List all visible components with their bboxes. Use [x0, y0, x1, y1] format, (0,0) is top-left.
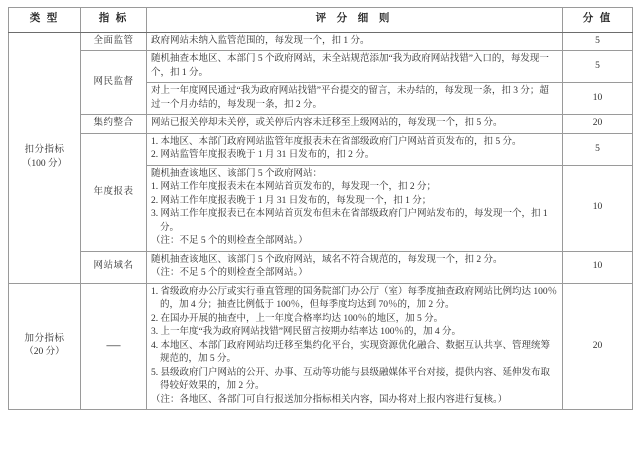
- indicator-cell: 集约整合: [81, 115, 147, 133]
- rule-line: 5. 县级政府门户网站的公开、办事、互动等功能与县级融媒体平台对接，提供内容、延伸发布取得较好效果的，加 2 分。: [151, 367, 551, 392]
- indicator-cell: 年度报表: [81, 133, 147, 251]
- table-header: [9, 8, 633, 33]
- indicator-cell-dash: —: [81, 283, 147, 409]
- table-row: [9, 133, 633, 165]
- table-row: [9, 115, 633, 133]
- type-cell-deduction: [9, 32, 81, 283]
- column-header-rule: 评 分 细 则: [147, 8, 563, 33]
- rule-cell: [147, 115, 563, 133]
- column-header-score: 分 值: [563, 8, 633, 33]
- table-row: [9, 251, 633, 283]
- indicator-cell: 网民监督: [81, 51, 147, 115]
- score-cell: 5: [563, 133, 633, 165]
- rule-cell: [147, 83, 563, 115]
- table-row: [9, 51, 633, 83]
- score-cell: 10: [563, 83, 633, 115]
- rule-note: （注：各地区、各部门可自行报送加分指标相关内容，国办将对上报内容进行复核。）: [151, 394, 508, 405]
- rule-cell: [147, 51, 563, 83]
- rule-line: 网站已报关停却未关停，或关停后内容未迁移至上级网站的，每发现一个，扣 5 分。: [151, 118, 503, 129]
- table-row: [9, 283, 633, 409]
- indicator-cell: 全面监管: [81, 32, 147, 50]
- rule-line: 3. 上一年度“我为政府网站找错”网民留言按期办结率达 100％的，加 4 分。: [151, 327, 462, 338]
- rule-line: 随机抽查本地区、本部门 5 个政府网站，未全站规范添加“我为政府网站找错”入口的，每发现一个，扣 1 分。: [151, 54, 549, 78]
- rule-cell: [147, 133, 563, 165]
- type-label: 加分指标: [24, 333, 65, 344]
- rule-line: 4. 本地区、本部门政府网站均迁移至集约化平台，实现资源优化融合、数据互认共享、管理统筹规范的，加 5 分。: [151, 340, 551, 365]
- column-header-type: 类 型: [9, 8, 81, 33]
- rule-line: 2. 网站工作年度报表晚于 1 月 31 日发布的，每发现一个，扣 1 分；: [151, 195, 432, 206]
- score-cell: 10: [563, 165, 633, 251]
- rule-line: 1. 本地区、本部门政府网站监管年度报表未在省部级政府门户网站首页发布的，扣 5 分。: [151, 136, 522, 147]
- rule-cell: [147, 251, 563, 283]
- score-cell: 5: [563, 32, 633, 50]
- type-cell-bonus: [9, 283, 81, 409]
- rule-line: 1. 网站工作年度报表未在本网站首页发布的，每发现一个，扣 2 分；: [151, 182, 437, 193]
- government-website-scoring-table: [8, 7, 633, 410]
- rule-note: （注：不足 5 个的则检查全部网站。）: [151, 236, 308, 247]
- rule-line: 3. 网站工作年度报表已在本网站首页发布但未在省部级政府门户网站发布的，每发现一个，扣 1 分。: [151, 209, 548, 233]
- score-cell: 5: [563, 51, 633, 83]
- rule-cell: [147, 32, 563, 50]
- rule-cell: [147, 165, 563, 251]
- table-body: [9, 32, 633, 409]
- score-cell: 20: [563, 115, 633, 133]
- rule-cell: [147, 283, 563, 409]
- score-cell: 20: [563, 283, 633, 409]
- table-row: [9, 32, 633, 50]
- type-label: 扣分指标: [24, 145, 65, 156]
- type-sublabel: （100 分）: [21, 158, 68, 169]
- rule-line: 2. 在国办开展的抽查中，上一年度合格率均达 100％的地区，加 5 分。: [151, 313, 444, 324]
- indicator-cell: 网站域名: [81, 251, 147, 283]
- rule-line: 随机抽查该地区、该部门 5 个政府网站，域名不符合规范的，每发现一个，扣 2 分。: [151, 254, 503, 265]
- score-cell: 10: [563, 251, 633, 283]
- rule-note: （注：不足 5 个的则检查全部网站。）: [151, 268, 308, 279]
- rule-line: 1. 省级政府办公厅或实行垂直管理的国务院部门办公厅（室）每季度抽查政府网站比例均达 100％的，加 4 分；抽查比例低于 100％，但每季度均达到 70％的，加 2 分。: [151, 286, 558, 311]
- type-sublabel: （20 分）: [24, 347, 65, 358]
- rule-line: 对上一年度网民通过“我为政府网站找错”平台提交的留言，未办结的，每发现一条，扣 3 分；超过一个月办结的，每发现一条，扣 2 分。: [151, 86, 549, 110]
- rule-line: 随机抽查该地区、该部门 5 个政府网站：: [151, 168, 323, 179]
- column-header-indicator: 指 标: [81, 8, 147, 33]
- rule-line: 2. 网站监管年度报表晚于 1 月 31 日发布的，扣 2 分。: [151, 150, 375, 161]
- header-row: [9, 8, 633, 33]
- rule-line: 政府网站未纳入监管范围的，每发现一个，扣 1 分。: [151, 35, 370, 46]
